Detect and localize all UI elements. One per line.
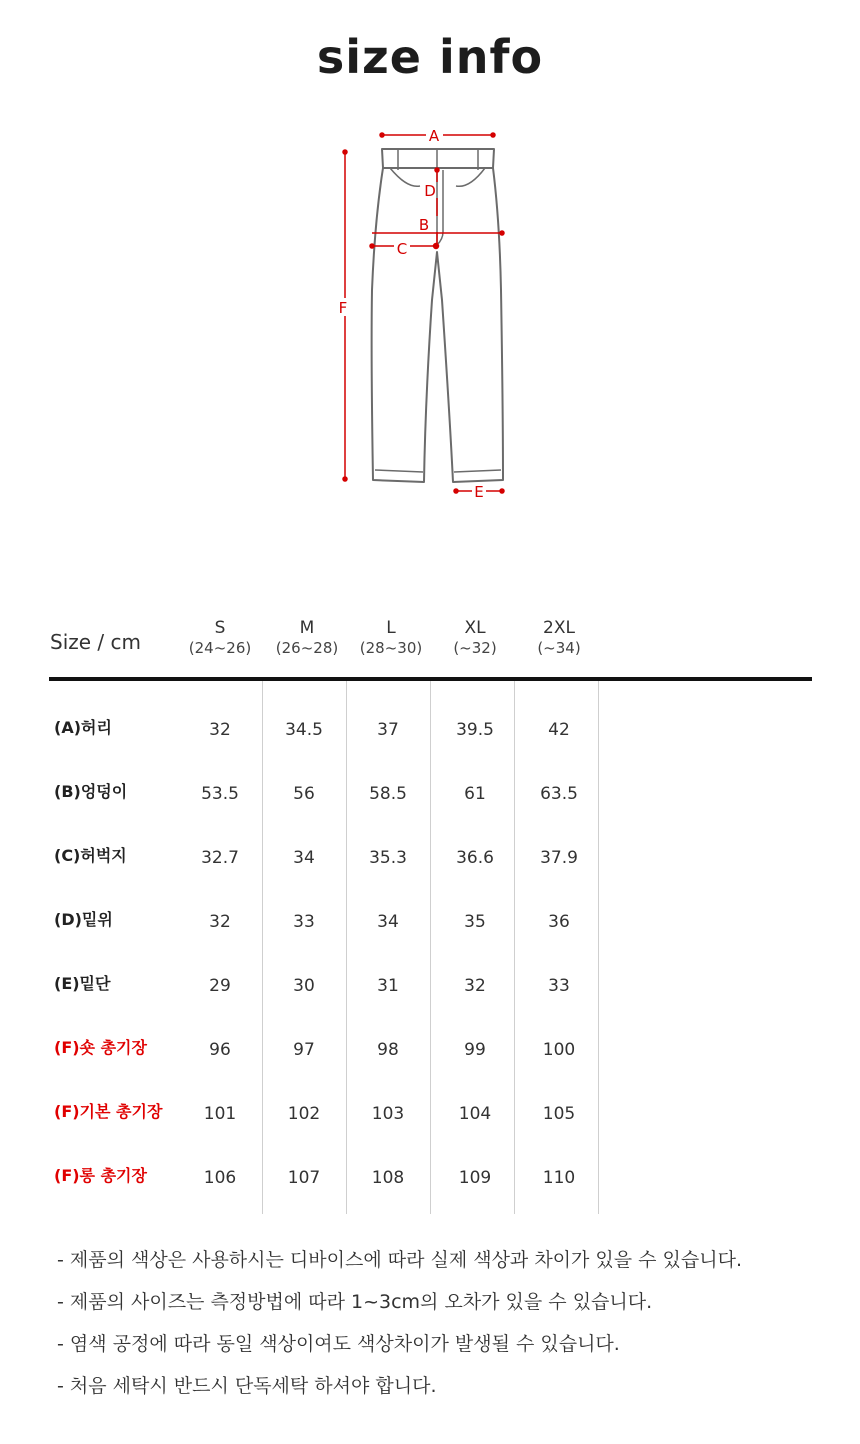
- table-cell: 63.5: [540, 784, 578, 804]
- label-b: B: [418, 216, 430, 234]
- table-cell: 33: [548, 976, 570, 996]
- table-cell: 29: [209, 976, 231, 996]
- table-row: [0, 1101, 860, 1165]
- column-header-m: [265, 618, 349, 658]
- label-f: F: [338, 299, 348, 317]
- table-cell: 105: [542, 1104, 576, 1124]
- table-cell: 97: [293, 1040, 315, 1060]
- table-cell: 30: [293, 976, 315, 996]
- row-label: (E)밑단: [54, 974, 111, 993]
- table-cell: 98: [377, 1040, 399, 1060]
- note-item: - 처음 세탁시 반드시 단독세탁 하셔야 합니다.: [57, 1375, 437, 1397]
- table-cell: 108: [371, 1168, 405, 1188]
- row-label: (B)엉덩이: [54, 782, 128, 801]
- table-header-label: Size / cm: [50, 630, 141, 654]
- table-cell: 34.5: [285, 720, 323, 740]
- table-cell: 102: [287, 1104, 321, 1124]
- table-cell: 101: [203, 1104, 237, 1124]
- column-range: (28~30): [359, 639, 423, 657]
- row-label: (C)허벅지: [54, 846, 127, 865]
- column-header-s: [178, 618, 262, 658]
- table-cell: 35: [464, 912, 486, 932]
- table-cell: 31: [377, 976, 399, 996]
- pants-measurement-diagram: [320, 120, 540, 510]
- column-range: (26~28): [275, 639, 339, 657]
- note-item: - 제품의 사이즈는 측정방법에 따라 1~3cm의 오차가 있을 수 있습니다.: [57, 1291, 653, 1313]
- row-label: (D)밑위: [54, 910, 113, 929]
- table-cell: 58.5: [369, 784, 407, 804]
- table-cell: 107: [287, 1168, 321, 1188]
- column-range: (~34): [537, 639, 581, 657]
- table-cell: 34: [293, 848, 315, 868]
- column-size: S: [214, 618, 226, 638]
- column-header-2xl: [517, 618, 601, 658]
- table-cell: 37: [377, 720, 399, 740]
- table-cell: 42: [548, 720, 570, 740]
- table-cell: 96: [209, 1040, 231, 1060]
- table-row: [0, 973, 860, 1037]
- table-cell: 106: [203, 1168, 237, 1188]
- page-title: size info: [316, 30, 544, 84]
- column-range: (~32): [453, 639, 497, 657]
- table-row: [0, 845, 860, 909]
- table-cell: 32.7: [201, 848, 239, 868]
- row-label: (A)허리: [54, 718, 112, 737]
- table-cell: 33: [293, 912, 315, 932]
- label-e: E: [474, 483, 484, 501]
- table-cell: 32: [209, 912, 231, 932]
- table-row: [0, 1037, 860, 1101]
- table-row: [0, 909, 860, 973]
- column-range: (24~26): [188, 639, 252, 657]
- notes-list: [57, 1245, 837, 1413]
- table-row: [0, 1165, 860, 1229]
- table-cell: 35.3: [369, 848, 407, 868]
- table-cell: 37.9: [540, 848, 578, 868]
- table-cell: 110: [542, 1168, 576, 1188]
- column-header-xl: [433, 618, 517, 658]
- label-a: A: [428, 127, 440, 145]
- table-cell: 36.6: [456, 848, 494, 868]
- table-cell: 109: [458, 1168, 492, 1188]
- table-row: [0, 781, 860, 845]
- table-cell: 39.5: [456, 720, 494, 740]
- table-cell: 36: [548, 912, 570, 932]
- table-cell: 53.5: [201, 784, 239, 804]
- label-d: D: [424, 182, 436, 200]
- column-size: 2XL: [543, 618, 575, 638]
- row-label: (F)기본 총기장: [54, 1102, 163, 1121]
- note-item: - 염색 공정에 따라 동일 색상이여도 색상차이가 발생될 수 있습니다.: [57, 1333, 620, 1355]
- table-cell: 99: [464, 1040, 486, 1060]
- table-cell: 32: [464, 976, 486, 996]
- column-size: L: [386, 618, 396, 638]
- label-c: C: [396, 240, 408, 258]
- table-cell: 56: [293, 784, 315, 804]
- table-cell: 34: [377, 912, 399, 932]
- note-item: - 제품의 색상은 사용하시는 디바이스에 따라 실제 색상과 차이가 있을 수 있습니다.: [57, 1249, 743, 1271]
- row-label: (F)롱 총기장: [54, 1166, 147, 1185]
- column-size: XL: [464, 618, 486, 638]
- table-cell: 104: [458, 1104, 492, 1124]
- table-cell: 32: [209, 720, 231, 740]
- table-cell: 61: [464, 784, 486, 804]
- table-row: [0, 717, 860, 781]
- column-size: M: [299, 618, 315, 638]
- table-cell: 103: [371, 1104, 405, 1124]
- table-cell: 100: [542, 1040, 576, 1060]
- row-label: (F)숏 총기장: [54, 1038, 147, 1057]
- column-header-l: [349, 618, 433, 658]
